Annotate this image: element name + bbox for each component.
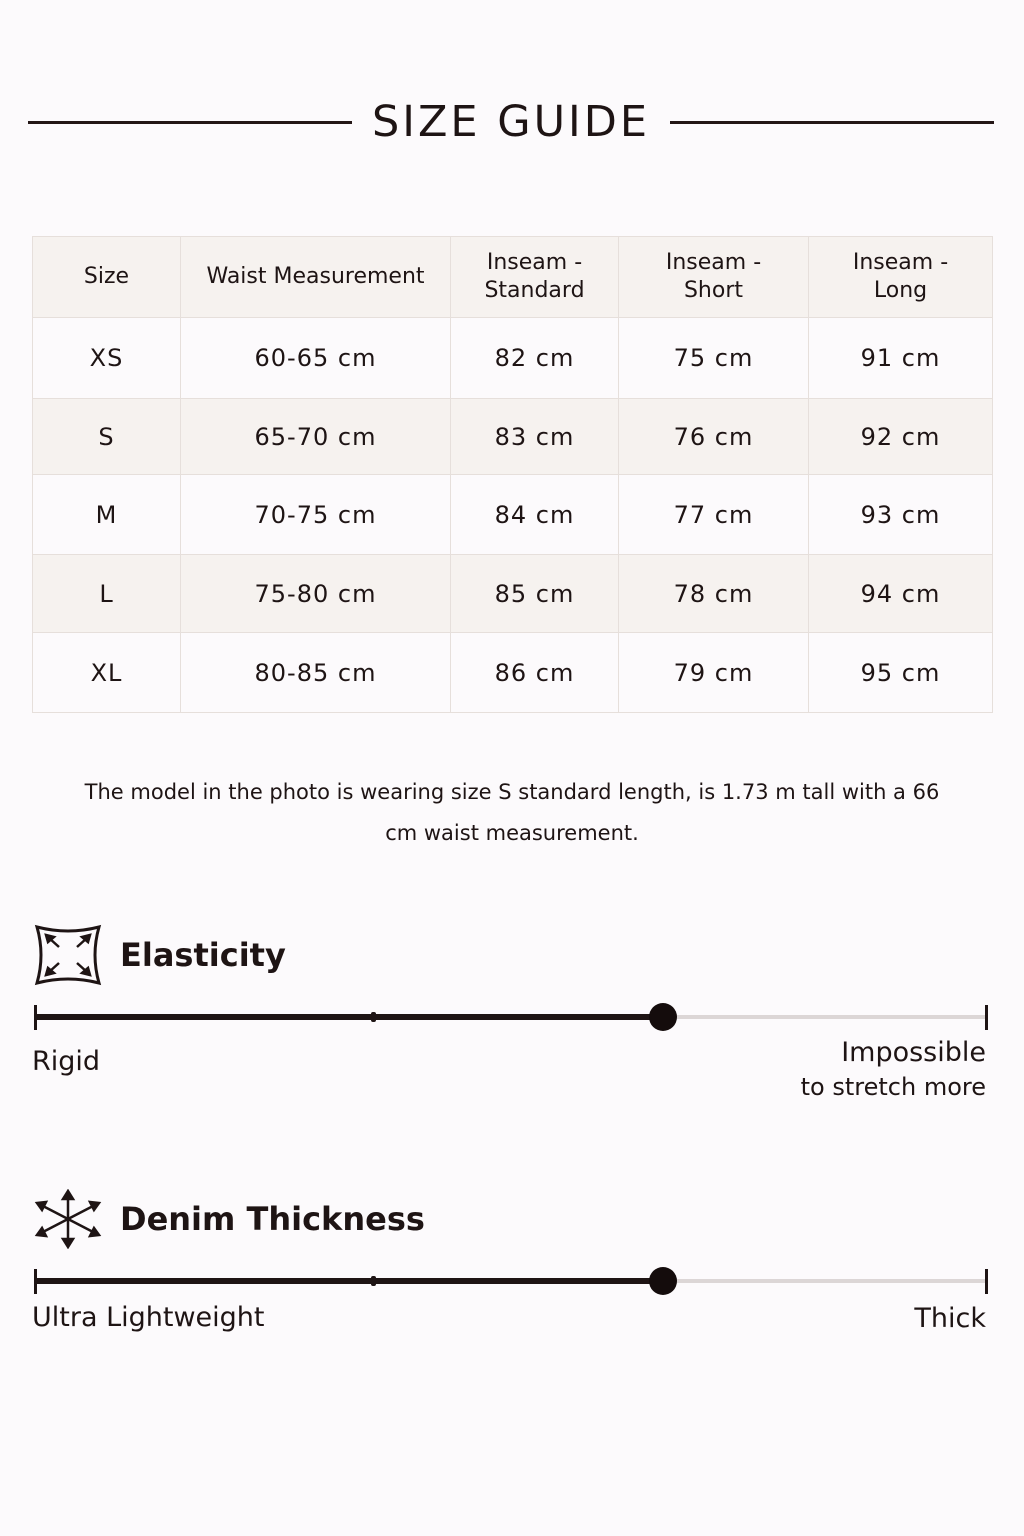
thickness-min-label: Ultra Lightweight xyxy=(32,1302,265,1333)
thickness-title: Denim Thickness xyxy=(120,1200,425,1238)
thickness-marker xyxy=(649,1267,677,1295)
thickness-max-label: Thick xyxy=(914,1303,986,1334)
thickness-track-fill xyxy=(36,1278,663,1284)
elasticity-scale xyxy=(32,1002,990,1032)
table-cell-inseam-standard: 86 cm xyxy=(451,633,619,713)
thickness-scale xyxy=(32,1266,990,1296)
table-cell-size: XL xyxy=(33,633,181,713)
table-cell-size: M xyxy=(33,475,181,555)
page-title: SIZE GUIDE xyxy=(371,97,651,147)
thickness-labels xyxy=(32,1296,990,1366)
table-cell-inseam-long: 95 cm xyxy=(809,633,993,713)
table-cell-inseam-standard: 84 cm xyxy=(451,475,619,555)
table-cell-inseam-short: 77 cm xyxy=(619,475,809,555)
table-row xyxy=(33,399,993,475)
table-row xyxy=(33,555,993,633)
size-table xyxy=(32,236,993,713)
table-cell-inseam-long: 91 cm xyxy=(809,318,993,399)
elasticity-max-sublabel: to stretch more xyxy=(800,1073,986,1101)
compress-arrows-icon xyxy=(32,1184,104,1254)
elasticity-min-label: Rigid xyxy=(32,1046,101,1077)
table-cell-waist: 80-85 cm xyxy=(181,633,451,713)
thickness-mid-tick xyxy=(371,1276,376,1286)
thickness-max-cap xyxy=(985,1269,988,1294)
elasticity-mid-tick xyxy=(371,1012,376,1022)
elasticity-section xyxy=(32,920,990,1102)
elasticity-marker xyxy=(649,1003,677,1031)
elasticity-header xyxy=(32,920,990,990)
table-header-row xyxy=(33,237,993,318)
column-header-inseam-short: Inseam - Short xyxy=(619,237,809,318)
table-cell-inseam-long: 93 cm xyxy=(809,475,993,555)
column-header-waist: Waist Measurement xyxy=(181,237,451,318)
table-cell-size: XS xyxy=(33,318,181,399)
elasticity-title: Elasticity xyxy=(120,936,286,974)
table-cell-waist: 60-65 cm xyxy=(181,318,451,399)
table-cell-inseam-standard: 82 cm xyxy=(451,318,619,399)
stretch-arrows-icon xyxy=(32,920,104,990)
column-header-inseam-standard: Inseam - Standard xyxy=(451,237,619,318)
elasticity-min-cap xyxy=(34,1005,37,1030)
table-row xyxy=(33,475,993,555)
elasticity-track-fill xyxy=(36,1014,663,1020)
thickness-max-label-group xyxy=(914,1302,986,1336)
title-rule-right xyxy=(670,121,994,124)
table-cell-inseam-short: 78 cm xyxy=(619,555,809,633)
column-header-inseam-long: Inseam - Long xyxy=(809,237,993,318)
thickness-section xyxy=(32,1184,990,1366)
table-cell-inseam-short: 75 cm xyxy=(619,318,809,399)
thickness-header xyxy=(32,1184,990,1254)
table-cell-size: S xyxy=(33,399,181,475)
model-fit-note: The model in the photo is wearing size S standard length, is 1.73 m tall with a 66 cm waist measurement. xyxy=(84,780,940,845)
thickness-min-cap xyxy=(34,1269,37,1294)
elasticity-max-label-group xyxy=(801,1036,986,1104)
table-row xyxy=(33,318,993,399)
elasticity-labels xyxy=(32,1032,990,1102)
column-header-size: Size xyxy=(33,237,181,318)
title-rule-left xyxy=(28,121,352,124)
table-cell-inseam-standard: 85 cm xyxy=(451,555,619,633)
table-cell-inseam-short: 79 cm xyxy=(619,633,809,713)
title-row xyxy=(28,92,994,152)
table-cell-inseam-long: 92 cm xyxy=(809,399,993,475)
table-cell-inseam-short: 76 cm xyxy=(619,399,809,475)
table-cell-waist: 75-80 cm xyxy=(181,555,451,633)
table-cell-inseam-standard: 83 cm xyxy=(451,399,619,475)
table-cell-waist: 70-75 cm xyxy=(181,475,451,555)
elasticity-max-label: Impossible xyxy=(841,1037,986,1068)
table-cell-inseam-long: 94 cm xyxy=(809,555,993,633)
table-cell-size: L xyxy=(33,555,181,633)
table-row xyxy=(33,633,993,713)
table-cell-waist: 65-70 cm xyxy=(181,399,451,475)
elasticity-max-cap xyxy=(985,1005,988,1030)
